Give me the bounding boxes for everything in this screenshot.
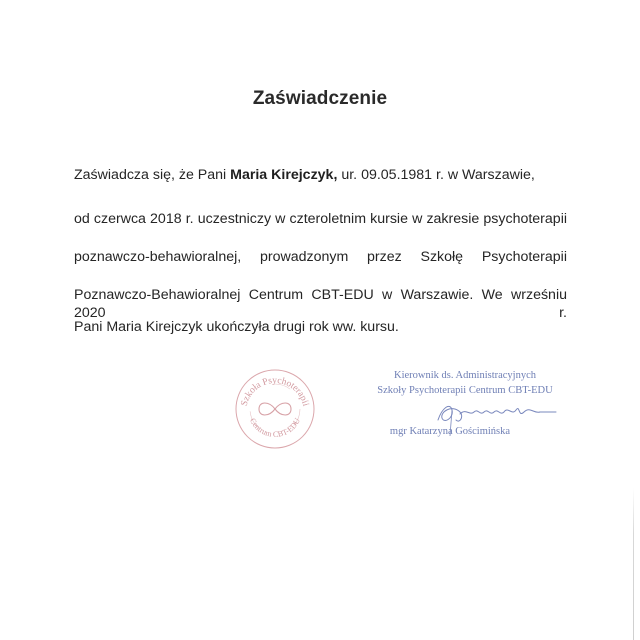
paragraph-line-2: od czerwca 2018 r. uczestniczy w czteroletnim kursie w zakresie psychoterapii bbox=[74, 211, 567, 227]
line1-suffix: ur. 09.05.1981 r. w Warszawie, bbox=[337, 167, 535, 183]
signatory-name: mgr Katarzyna Gościmińska bbox=[389, 426, 511, 437]
stamp-top-text: Szkoła Psychoterapii bbox=[239, 375, 311, 408]
stamp-bottom-text: Centrum CBT-EDU bbox=[248, 416, 302, 439]
paragraph-line-5: Pani Maria Kirejczyk ukończyła drugi rok ww. kursu. bbox=[74, 319, 399, 335]
infinity-icon bbox=[259, 403, 291, 415]
paragraph-line-3: poznawczo-behawioralnej, prowadzonym przez Szkołę Psychoterapii bbox=[74, 249, 567, 265]
school-stamp bbox=[234, 368, 316, 450]
document-title: Zaświadczenie bbox=[252, 88, 388, 109]
svg-text:Szkoła Psychoterapii bbox=[240, 376, 311, 408]
person-name: Maria Kirejczyk, bbox=[230, 167, 338, 183]
scan-page-edge bbox=[633, 488, 634, 640]
stamp-seal-icon bbox=[234, 368, 316, 450]
line1-prefix: Zaświadcza się, że Pani bbox=[74, 167, 231, 183]
svg-text:Centrum CBT-EDU bbox=[248, 416, 302, 438]
paragraph-line-4: Poznawczo-Behawioralnej Centrum CBT-EDU w Warszawie. We wrześniu 2020 r. bbox=[74, 287, 567, 321]
signatory-institution: Szkoły Psychoterapii Centrum CBT-EDU bbox=[377, 385, 553, 396]
signatory-position: Kierownik ds. Administracyjnych bbox=[393, 370, 537, 381]
paragraph-line-1 bbox=[74, 166, 535, 184]
